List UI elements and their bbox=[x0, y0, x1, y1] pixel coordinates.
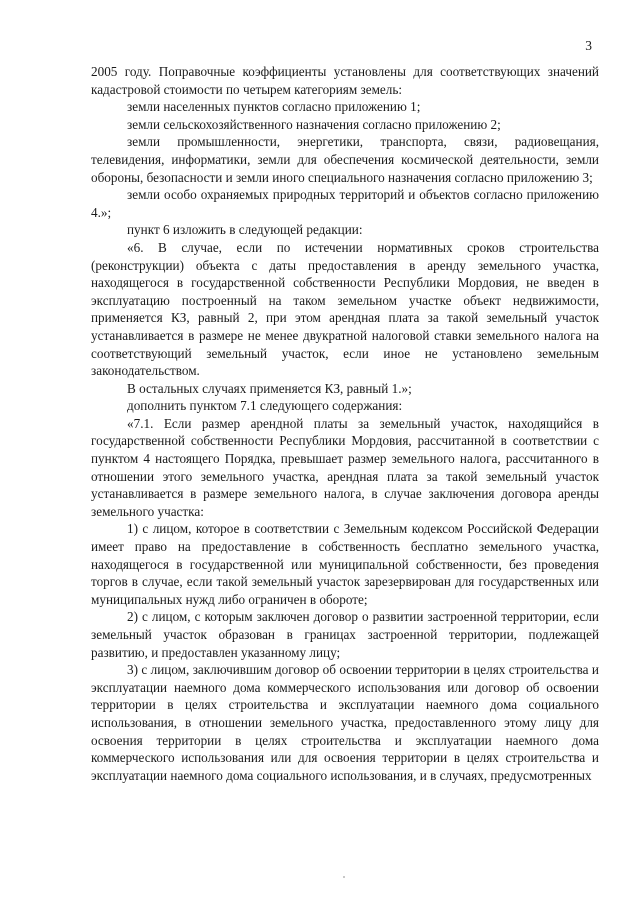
scan-speck bbox=[343, 876, 345, 878]
paragraph-point-7-1-intro: дополнить пунктом 7.1 следующего содержания: bbox=[127, 398, 403, 414]
paragraph-category-4: земли особо охраняемых природных территорий и объектов согласно приложению 4.»; bbox=[91, 187, 599, 220]
paragraph-category-3: земли промышленности, энергетики, транспорта, связи, радиовещания, телевидения, информатики, земли для обеспечения космической деятельности, земли обороны, безопасности и земли иного специального назначения согласно приложению 3; bbox=[91, 134, 599, 185]
paragraph-point-6-text: «6. В случае, если по истечении нормативных сроков строительства (реконструкции) объекта с даты предоставления в аренду земельного участка, находящегося в государственной собственности Республики Мордовия, не введен в эксплуатацию построенный на таком земельном участке объект недвижимости, применяется КЗ, равный 2, при этом арендная плата за такой земельный участок устанавливается в размере не менее двукратной налоговой ставки земельного налога на соответствующий земельный участок, если иное не установлено земельным законодательством. bbox=[91, 239, 599, 379]
paragraph-category-2: земли сельскохозяйственного назначения согласно приложению 2; bbox=[127, 116, 501, 132]
paragraph-item-2: 2) с лицом, с которым заключен договор о развитии застроенной территории, если земельный участок образован в границах застроенной территории, подлежащей развитию, и предоставлен указанному лицу; bbox=[91, 609, 599, 660]
paragraph-point-6-intro: пункт 6 изложить в следующей редакции: bbox=[127, 222, 363, 238]
paragraph-point-7-1-text: «7.1. Если размер арендной платы за земельный участок, находящийся в государственной собственности Республики Мордовия, рассчитанной в соответствии с пунктом 4 настоящего Порядка, превышает размер земельного налога, рассчитанного в отношении этого земельного участка, арендная плата за такой земельный участок устанавливается в размере земельного налога, в случае заключения договора аренды земельного участка: bbox=[91, 415, 599, 519]
paragraph-item-3: 3) с лицом, заключившим договор об освоении территории в целях строительства и эксплуатации наемного дома коммерческого использования или договор об освоении территории в целях строительства и эксплуатации наемного дома социального использования, в отношении земельного участка, предоставленного этому лицу для освоения территории в целях строительства и эксплуатации наемного дома коммерческого использования или для освоения территории в целях строительства и эксплуатации наемного дома социального использования, и в случаях, предусмотренных bbox=[91, 662, 599, 783]
document-body bbox=[91, 63, 599, 784]
paragraph-intro: 2005 году. Поправочные коэффициенты установлены для соответствующих значений кадастровой стоимости по четырем категориям земель: bbox=[91, 64, 599, 97]
paragraph-item-1: 1) с лицом, которое в соответствии с Земельным кодексом Российской Федерации имеет право на предоставление в собственность бесплатно земельного участка, находящегося в государственной или муниципальной собственности, без проведения торгов в случае, если такой земельный участок зарезервирован для государственных или муниципальных нужд либо ограничен в обороте; bbox=[91, 521, 599, 607]
page-number: 3 bbox=[585, 38, 592, 53]
paragraph-category-1: земли населенных пунктов согласно приложению 1; bbox=[127, 99, 421, 115]
paragraph-other-cases: В остальных случаях применяется КЗ, равный 1.»; bbox=[127, 380, 412, 396]
